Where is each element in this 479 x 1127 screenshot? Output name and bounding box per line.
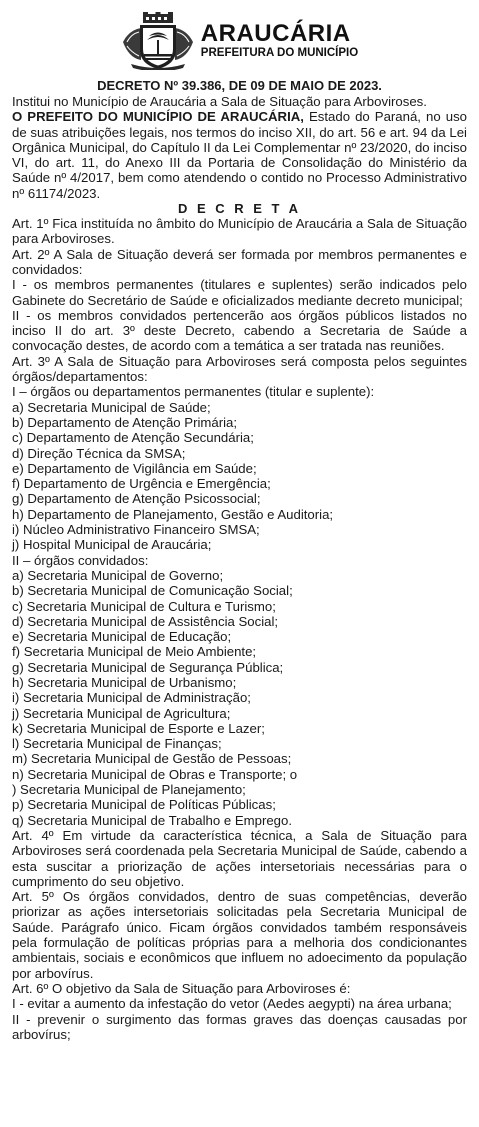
preamble-text: Estado do Paraná, no uso de suas atribuições legais, nos termos do inciso XII, do art. 56 e art. 94 da Lei Orgânica Municipal, do Capítulo II da Lei Complementar nº 23/2020, do inciso VI, do art. 11, do Anexo III da Portaria de Consolidação do Ministério da Saúde nº 4/2017, bem como atendendo o contido no Processo Administrativo nº 61174/2023. — [12, 109, 467, 201]
decree-preamble — [12, 109, 467, 201]
decree-paragraph: Art. 2º A Sala de Situação deverá ser formada por membros permanentes e convidados: — [12, 246, 467, 277]
decree-articles — [12, 216, 467, 1042]
decree-paragraph: k) Secretaria Municipal de Esporte e Lazer; — [12, 720, 265, 736]
decree-paragraph: Art. 5º Os órgãos convidados, dentro de suas competências, deverão priorizar as ações intersetoriais solicitadas pela Secretaria Municipal de Saúde. Parágrafo único. Ficam órgãos convidados também responsáveis pela formulação de políticas próprias para a melhoria dos condicionantes ambientais, sociais e econômicos que influem no adoecimento da população por arbovírus. — [12, 889, 467, 981]
decree-paragraph: h) Departamento de Planejamento, Gestão e Auditoria; — [12, 506, 334, 522]
decree-paragraph: j) Hospital Municipal de Araucária; — [12, 537, 212, 553]
decree-paragraph: Art. 4º Em virtude da característica técnica, a Sala de Situação para Arboviroses será coordenada pela Secretaria Municipal de Saúde, cabendo a esta suscitar a priorização de ações intersetoriais necessárias para o cumprimento do seu objetivo. — [12, 827, 467, 889]
decree-paragraph: Art. 3º A Sala de Situação para Arboviroses será composta pelos seguintes órgãos/departamentos: — [12, 353, 467, 385]
decree-summary: Institui no Município de Araucária a Sala de Situação para Arboviroses. — [12, 94, 427, 109]
municipality-name: ARAUCÁRIA — [200, 20, 351, 48]
decree-paragraph: e) Secretaria Municipal de Educação; — [12, 629, 232, 645]
decree-paragraph: I - os membros permanentes (titulares e suplentes) serão indicados pelo Gabinete do Secretário de Saúde e oficializados mediante decreto municipal; — [12, 277, 467, 308]
decree-paragraph: n) Secretaria Municipal de Obras e Transporte; o — [12, 766, 298, 782]
decree-paragraph: b) Secretaria Municipal de Comunicação Social; — [12, 583, 293, 599]
decree-paragraph: l) Secretaria Municipal de Finanças; — [12, 736, 222, 752]
decree-paragraph: II - prevenir o surgimento das formas graves das doenças causadas por arbovírus; — [12, 1011, 467, 1042]
decree-body — [12, 94, 467, 1042]
decree-paragraph: a) Secretaria Municipal de Governo; — [12, 567, 224, 583]
decree-paragraph: g) Departamento de Atenção Psicossocial; — [12, 491, 261, 507]
masthead-brand — [201, 22, 358, 60]
decree-paragraph: f) Departamento de Urgência e Emergência; — [12, 476, 271, 492]
decree-paragraph: ) Secretaria Municipal de Planejamento; — [12, 782, 246, 798]
decree-paragraph: i) Núcleo Administrativo Financeiro SMSA; — [12, 522, 260, 538]
decree-paragraph: c) Departamento de Atenção Secundária; — [12, 430, 254, 446]
decree-paragraph: d) Direção Técnica da SMSA; — [12, 445, 186, 461]
decree-paragraph: h) Secretaria Municipal de Urbanismo; — [12, 674, 237, 690]
decree-paragraph: Art. 1º Fica instituída no âmbito do Município de Araucária a Sala de Situação para Arboviroses. — [12, 216, 467, 247]
decree-paragraph: p) Secretaria Municipal de Políticas Públicas; — [12, 797, 276, 813]
decree-paragraph: q) Secretaria Municipal de Trabalho e Emprego. — [12, 812, 293, 828]
decree-paragraph: f) Secretaria Municipal de Meio Ambiente; — [12, 644, 257, 660]
decree-paragraph: j) Secretaria Municipal de Agricultura; — [12, 705, 231, 721]
decree-paragraph: II - os membros convidados pertencerão aos órgãos públicos listados no inciso II do art. 3º deste Decreto, cabendo a Secretaria de Saúde a convocação destes, de acordo com a temática a ser tratada nas reuniões. — [12, 307, 467, 354]
decree-paragraph: m) Secretaria Municipal de Gestão de Pessoas; — [12, 751, 292, 767]
decree-paragraph: II – órgãos convidados: — [12, 552, 149, 568]
decree-paragraph: d) Secretaria Municipal de Assistência Social; — [12, 613, 279, 629]
preamble-authority: O PREFEITO DO MUNICÍPIO DE ARAUCÁRIA, — [12, 109, 304, 125]
decree-paragraph: c) Secretaria Municipal de Cultura e Turismo; — [12, 598, 276, 614]
decree-title: DECRETO Nº 39.386, DE 09 DE MAIO DE 2023. — [97, 78, 382, 93]
decreta-heading: D E C R E T A — [177, 201, 302, 217]
decree-paragraph: i) Secretaria Municipal de Administração; — [12, 690, 251, 706]
decree-paragraph: g) Secretaria Municipal de Segurança Pública; — [12, 659, 284, 675]
prefecture-label: PREFEITURA DO MUNICÍPIO — [200, 47, 359, 60]
coat-of-arms-icon — [121, 12, 195, 70]
decree-paragraph: I – órgãos ou departamentos permanentes (titular e suplente): — [12, 384, 375, 400]
decree-paragraph: Art. 6º O objetivo da Sala de Situação para Arboviroses é: — [12, 980, 351, 996]
decree-paragraph: b) Departamento de Atenção Primária; — [12, 414, 238, 430]
decree-paragraph: e) Departamento de Vigilância em Saúde; — [12, 460, 257, 476]
decree-paragraph: I - evitar a aumento da infestação do vetor (Aedes aegypti) na área urbana; — [12, 996, 452, 1012]
decree-paragraph: a) Secretaria Municipal de Saúde; — [12, 399, 211, 415]
masthead — [12, 10, 467, 72]
